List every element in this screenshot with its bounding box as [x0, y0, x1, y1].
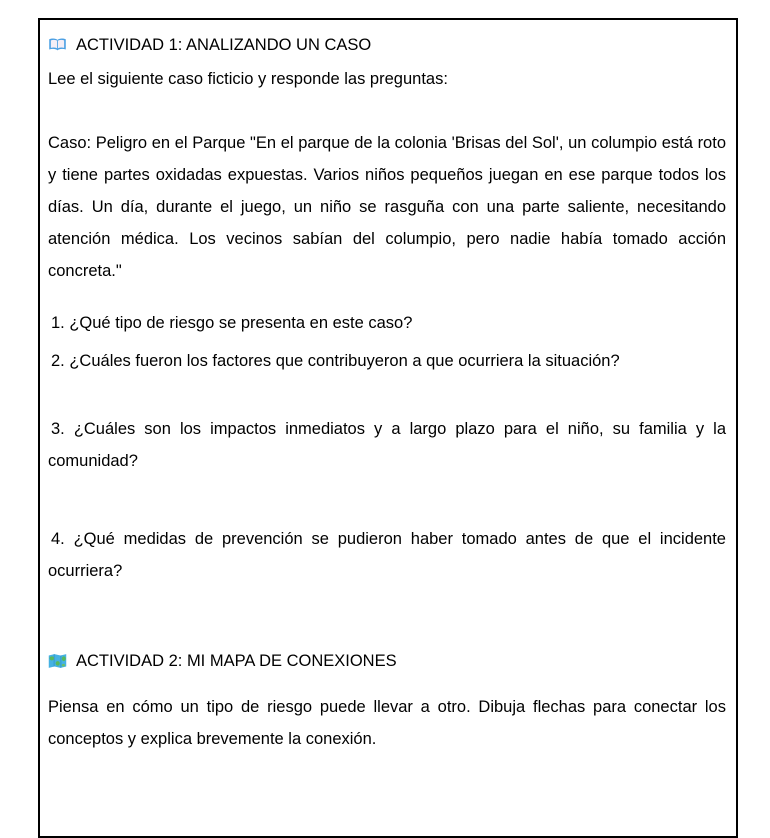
- question-1: 1. ¿Qué tipo de riesgo se presenta en este caso?: [51, 314, 413, 332]
- activity2-title-text: ACTIVIDAD 2: MI MAPA DE CONEXIONES: [76, 652, 397, 670]
- activity2-intro: Piensa en cómo un tipo de riesgo puede llevar a otro. Dibuja flechas para conectar los conceptos y explica brevemente la conexión.: [48, 698, 726, 748]
- worksheet-box: [38, 18, 738, 838]
- case-paragraph: Caso: Peligro en el Parque "En el parque de la colonia 'Brisas del Sol', un columpio está roto y tiene partes oxidadas expuestas. Varios niños pequeños juegan en ese parque todos los días. Un día, durante el juego, un niño se rasguña con una parte saliente, necesitando atención médica. Los vecinos sabían del columpio, pero nadie había tomado acción concreta.": [48, 134, 726, 280]
- world-map-icon: [48, 653, 67, 669]
- open-book-icon: [48, 37, 67, 53]
- question-4: 4. ¿Qué medidas de prevención se pudieron haber tomado antes de que el incidente ocurriera?: [48, 530, 726, 580]
- activity1-title-text: ACTIVIDAD 1: ANALIZANDO UN CASO: [76, 36, 372, 54]
- question-3: 3. ¿Cuáles son los impactos inmediatos y a largo plazo para el niño, su familia y la comunidad?: [48, 420, 726, 470]
- activity2-heading: [48, 645, 726, 677]
- question-2: 2. ¿Cuáles fueron los factores que contribuyeron a que ocurriera la situación?: [51, 352, 620, 370]
- activity1-heading: [48, 29, 726, 61]
- activity1-intro: Lee el siguiente caso ficticio y responde las preguntas:: [48, 70, 448, 88]
